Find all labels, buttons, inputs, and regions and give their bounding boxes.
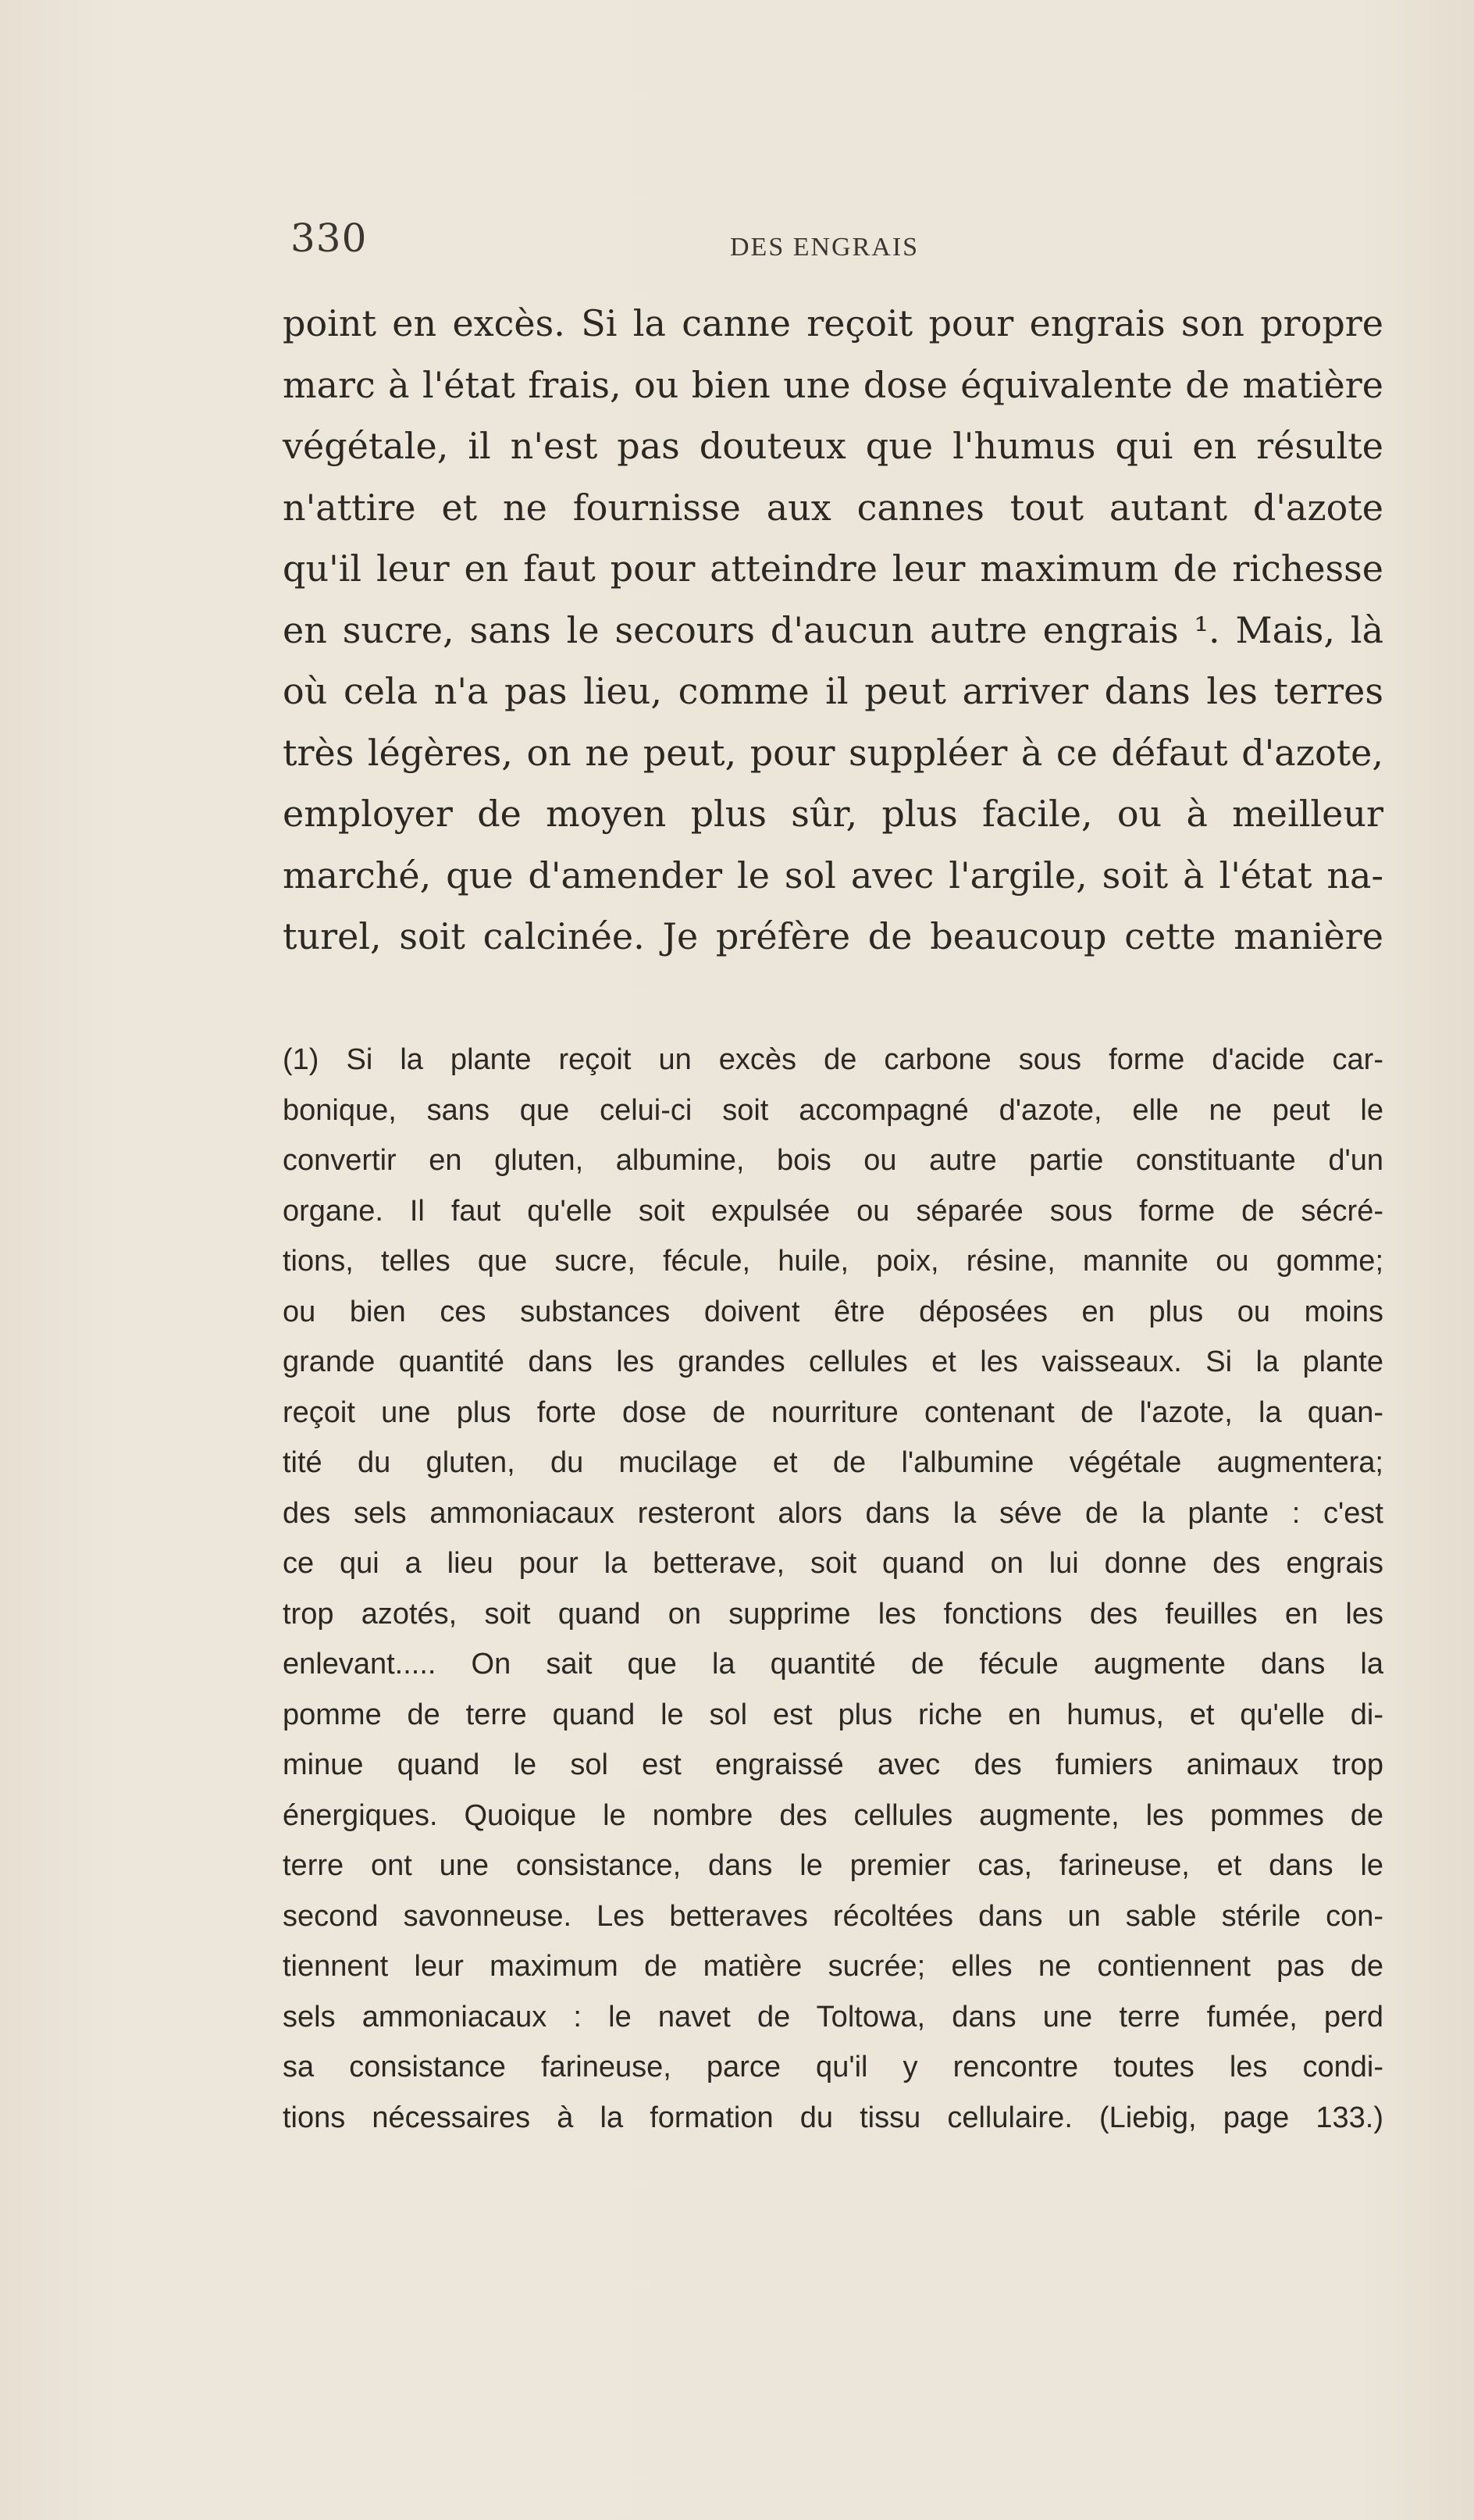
footnote-line: tiennent leur maximum de matière sucrée; elles ne contiennent pas de bbox=[283, 1950, 1383, 1983]
footnote-line: bonique, sans que celui-ci soit accompagné d'azote, elle ne peut le bbox=[283, 1093, 1383, 1127]
footnote-line: organe. Il faut qu'elle soit expulsée ou séparée sous forme de sécré- bbox=[283, 1194, 1383, 1228]
footnote-line: sels ammoniacaux : le navet de Toltowa, dans une terre fumée, perd bbox=[283, 2000, 1383, 2033]
footnote-line: tions, telles que sucre, fécule, huile, poix, résine, mannite ou gomme; bbox=[283, 1245, 1383, 1278]
footnote-line: ce qui a lieu pour la betterave, soit quand on lui donne des engrais bbox=[283, 1547, 1383, 1580]
text-line: employer de moyen plus sûr, plus facile, ou à meilleur bbox=[283, 793, 1383, 835]
text-line: marc à l'état frais, ou bien une dose équivalente de matière bbox=[283, 363, 1383, 406]
footnote-line: reçoit une plus forte dose de nourriture contenant de l'azote, la quan- bbox=[283, 1395, 1383, 1429]
footnote-line: ou bien ces substances doivent être déposées en plus ou moins bbox=[283, 1295, 1383, 1328]
footnote-line: des sels ammoniacaux resteront alors dans la séve de la plante : c'est bbox=[283, 1496, 1383, 1530]
footnote-line: second savonneuse. Les betteraves récoltées dans un sable stérile con- bbox=[283, 1899, 1383, 1933]
footnote-line: convertir en gluten, albumine, bois ou autre partie constituante d'un bbox=[283, 1144, 1383, 1177]
text-line: très légères, on ne peut, pour suppléer à ce défaut d'azote, bbox=[283, 731, 1383, 774]
text-line: n'attire et ne fournisse aux cannes tout autant d'azote bbox=[283, 486, 1383, 529]
footnote-line: énergiques. Quoique le nombre des cellules augmente, les pommes de bbox=[283, 1798, 1383, 1832]
text-line: qu'il leur en faut pour atteindre leur maximum de richesse bbox=[283, 547, 1383, 590]
running-title: DES ENGRAIS bbox=[730, 233, 920, 262]
text-line: en sucre, sans le secours d'aucun autre engrais ¹. Mais, là bbox=[283, 608, 1383, 651]
footnote-line: minue quand le sol est engraissé avec des fumiers animaux trop bbox=[283, 1748, 1383, 1781]
footnote-line: trop azotés, soit quand on supprime les fonctions des feuilles en les bbox=[283, 1597, 1383, 1631]
footnote bbox=[283, 1035, 1383, 2143]
footnote-line: enlevant..... On sait que la quantité de fécule augmente dans la bbox=[283, 1648, 1383, 1681]
footnote-line: grande quantité dans les grandes cellules et les vaisseaux. Si la plante bbox=[283, 1346, 1383, 1378]
footnote-line: sa consistance farineuse, parce qu'il y rencontre toutes les condi- bbox=[283, 2051, 1383, 2083]
running-head bbox=[0, 211, 1474, 273]
main-text bbox=[283, 293, 1383, 968]
text-line: végétale, il n'est pas douteux que l'humus qui en résulte bbox=[283, 425, 1383, 467]
page-number: 330 bbox=[290, 216, 368, 261]
footnote-line: tions nécessaires à la formation du tissu cellulaire. (Liebig, page 133.) bbox=[283, 2101, 1383, 2134]
footnote-line: terre ont une consistance, dans le premier cas, farineuse, et dans le bbox=[283, 1849, 1383, 1882]
footnote-line: tité du gluten, du mucilage et de l'albumine végétale augmentera; bbox=[283, 1446, 1383, 1479]
text-line: marché, que d'amender le sol avec l'argile, soit à l'état na- bbox=[283, 854, 1383, 896]
text-line: point en excès. Si la canne reçoit pour engrais son propre bbox=[283, 302, 1383, 344]
text-line: turel, soit calcinée. Je préfère de beaucoup cette manière bbox=[283, 915, 1383, 957]
footnote-line: (1) Si la plante reçoit un excès de carbone sous forme d'acide car- bbox=[283, 1043, 1383, 1076]
text-line: où cela n'a pas lieu, comme il peut arriver dans les terres bbox=[283, 670, 1383, 712]
footnote-line: pomme de terre quand le sol est plus riche en humus, et qu'elle di- bbox=[283, 1698, 1383, 1731]
